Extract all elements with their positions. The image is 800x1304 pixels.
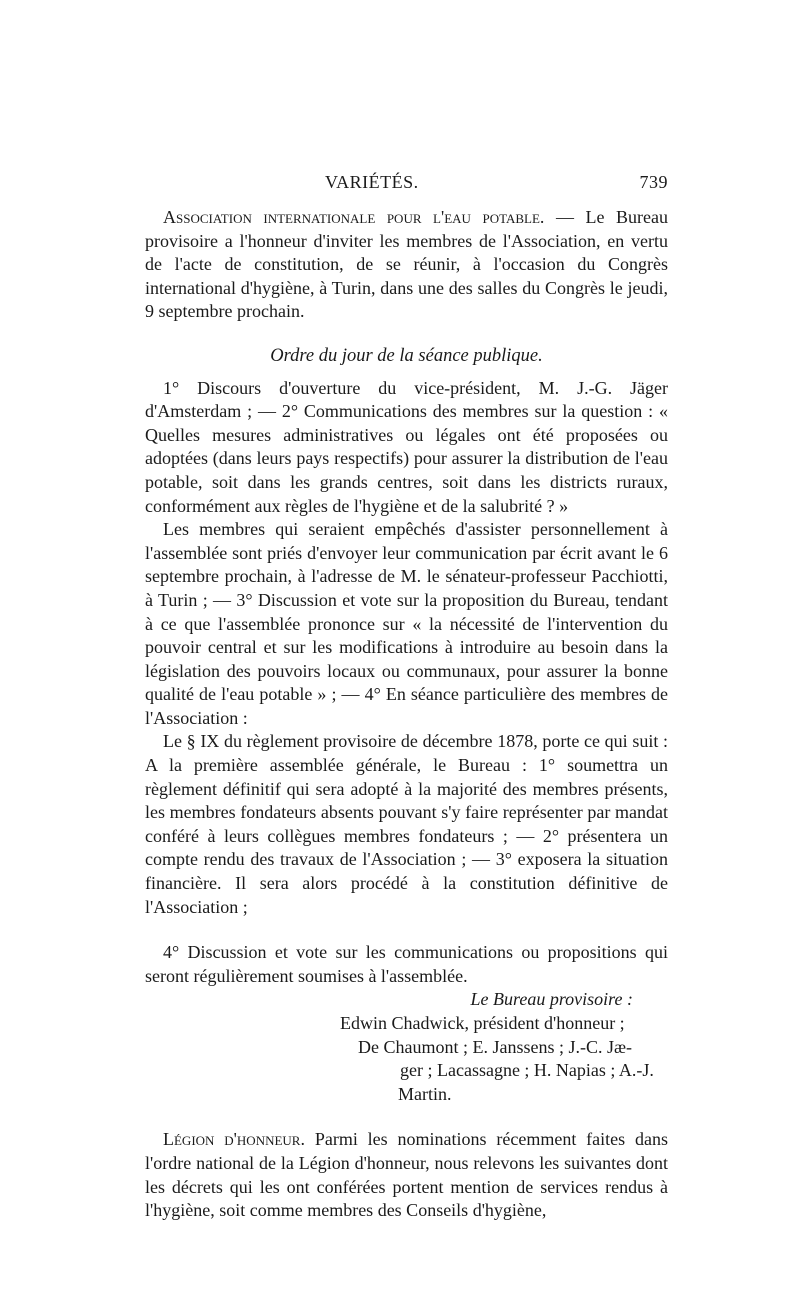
signature-line: Martin. [398,1083,452,1104]
spacer [145,919,668,941]
spacer [145,1106,668,1128]
paragraph-discussion: 4° Discussion et vote sur les communications ou propositions qui seront régulièrement soumises à l'assemblée. [145,942,668,986]
legion-paragraph [145,1128,668,1222]
association-lead: Association internationale pour l'eau potable. [163,207,545,227]
order-of-day-heading: Ordre du jour de la séance publique. [270,345,543,366]
legion-lead: Légion d'honneur. [163,1129,305,1150]
signature-line: Edwin Chadwick, président d'honneur ; [340,1013,625,1033]
running-header [145,172,668,198]
page-body [145,206,668,1223]
legion-text: Parmi les nominations récemment faites dans l'ordre national de la Légion d'honneur, nous relevons les suivantes dont les décrets qui les ont conférées portent mention de services rendus à l'hygiène, soit comme membres des Conseils d'hygiène, [145,1129,668,1221]
signature-line: ger ; Lacassagne ; H. Napias ; A.-J. [400,1060,654,1081]
paragraph-members: Les membres qui seraient empêchés d'assister personnellement à l'assemblée sont priés d'envoyer leur communication par écrit avant le 6 septembre prochain, à l'adresse de M. le sénateur-professeur Pacchiotti, à Turin ; — 3° Discussion et vote sur la proposition du Bureau, tendant à ce que l'assemblée prononce sur « la nécessité de l'intervention du pouvoir central et sur les modifications à introduire au besoin dans la législation des pouvoirs locaux ou communaux, pour assurer la bonne qualité de l'eau potable » ; — 4° En séance particulière des membres de l'Association : [145,519,668,728]
signature-block [340,1012,668,1106]
page-number: 739 [639,172,668,192]
paragraph-discourse: 1° Discours d'ouverture du vice-président, M. J.-G. Jäger d'Amsterdam ; — 2° Communications des membres sur la question : « Quelles mesures administratives ou légales ont été proposées ou adoptées (dans leurs pays respectifs) pour assurer la distribution de l'eau potable, soit dans les grands centres, soit dans les districts ruraux, conformément aux règles de l'hygiène et de la salubrité ? » [145,377,668,516]
signature-heading: Le Bureau provisoire : [470,989,633,1010]
association-paragraph [145,206,668,324]
signature-line: De Chaumont ; E. Janssens ; J.-C. Jæ- [358,1036,632,1057]
paragraph-reglement: Le § IX du règlement provisoire de décembre 1878, porte ce qui suit : A la première assemblée générale, le Bureau : 1° soumettra un règlement définitif qui sera adopté à la majorité des membres présents, les membres fondateurs absents pouvant s'y faire représenter par mandat conféré à leurs collègues membres fondateurs ; — 2° présentera un compte rendu des travaux de l'Association ; — 3° exposera la situation financière. Il sera alors procédé à la constitution définitive de l'Association ; [145,731,668,917]
section-title: VARIÉTÉS. [325,172,419,192]
association-text: — Le Bureau provisoire a l'honneur d'inviter les membres de l'Association, en vertu de l'acte de constitution, de se réunir, à l'occasion du Congrès international d'hygiène, à Turin, dans une des salles du Congrès le jeudi, 9 septembre prochain. [145,207,668,322]
